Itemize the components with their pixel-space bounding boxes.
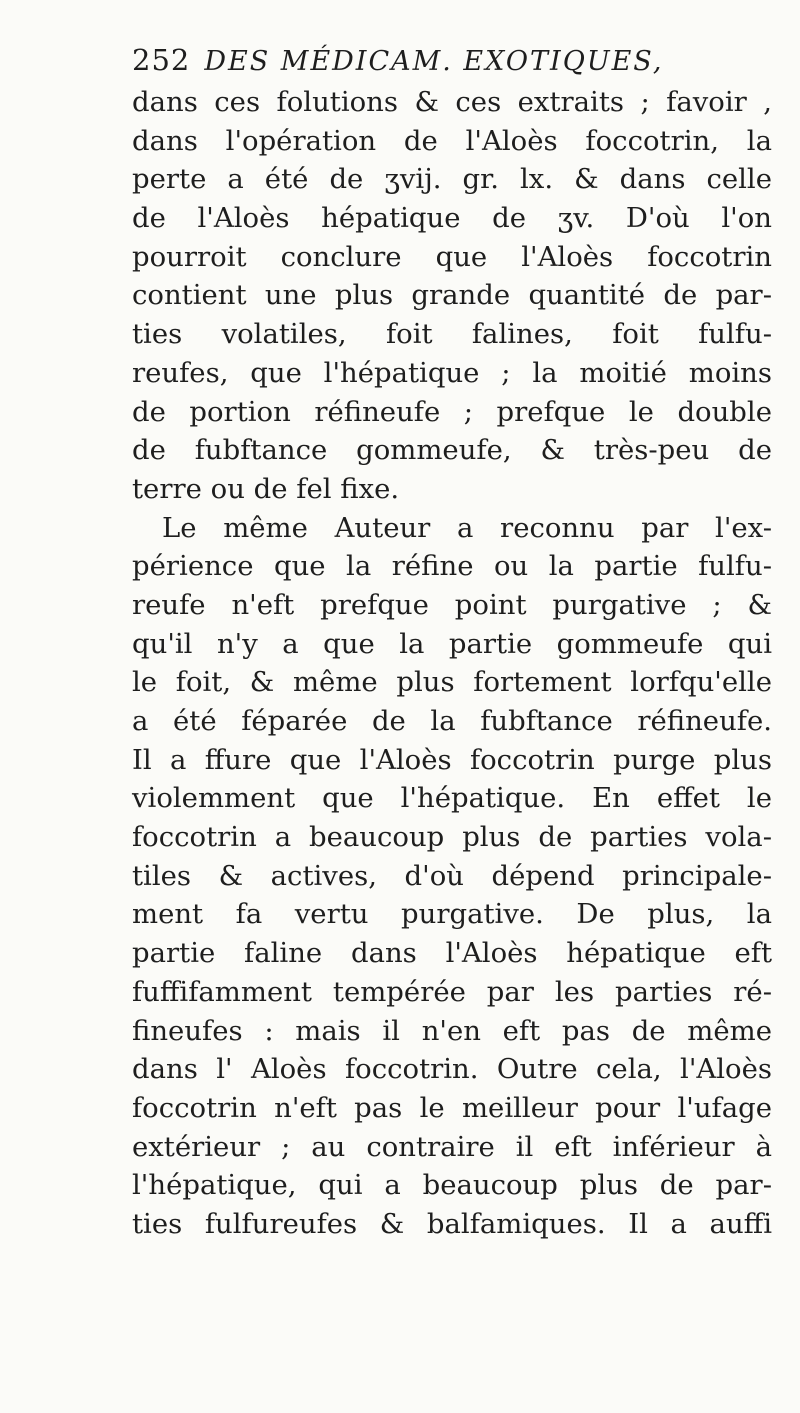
- text-line: fineufes : mais il n'en eft pas de même: [132, 1014, 772, 1047]
- paragraph-start-line: Le même Auteur a reconnu par l'ex-: [162, 511, 772, 544]
- text-line: le foit, & même plus fortement lorfqu'elle: [132, 666, 772, 699]
- text-line: fuffifamment tempérée par les parties ré-: [132, 975, 772, 1008]
- text-line: foccotrin n'eft pas le meilleur pour l'ufage: [132, 1091, 772, 1124]
- text-line: tiles & actives, d'où dépend principale-: [132, 859, 772, 892]
- text-line: violemment que l'hépatique. En effet le: [132, 782, 772, 815]
- text-line: extérieur ; au contraire il eft inférieur à: [132, 1130, 772, 1163]
- text-line: ties fulfureufes & balfamiques. Il a auffi: [132, 1207, 772, 1240]
- text-line: dans l' Aloès foccotrin. Outre cela, l'Aloès: [132, 1053, 772, 1086]
- text-line: foccotrin a beaucoup plus de parties vola-: [132, 821, 772, 854]
- text-line: l'hépatique, qui a beaucoup plus de par-: [132, 1169, 772, 1202]
- page-number: 252: [132, 43, 191, 77]
- text-line: contient une plus grande quantité de par-: [132, 279, 772, 312]
- text-line: Il a ffure que l'Aloès foccotrin purge plus: [132, 743, 772, 776]
- text-line: a été féparée de la fubftance réfineufe.: [132, 705, 772, 737]
- text-line: dans ces folutions & ces extraits ; favoir ,: [132, 86, 772, 118]
- text-line: ties volatiles, foit falines, foit fulfu-: [132, 318, 772, 351]
- text-line: périence que la réfine ou la partie fulfu-: [132, 550, 772, 583]
- text-line: ment fa vertu purgative. De plus, la: [132, 898, 772, 931]
- text-line: de fubftance gommeufe, & très-peu de: [132, 434, 772, 467]
- running-head: DES MÉDICAM. EXOTIQUES,: [204, 46, 664, 77]
- text-line: qu'il n'y a que la partie gommeufe qui: [132, 627, 772, 660]
- text-line: partie faline dans l'Aloès hépatique eft: [132, 937, 772, 970]
- text-line: terre ou de fel fixe.: [132, 472, 400, 505]
- text-line: reufes, que l'hépatique ; la moitié moins: [132, 356, 772, 389]
- text-line: de l'Aloès hépatique de ʒv. D'où l'on: [132, 202, 772, 235]
- text-line: dans l'opération de l'Aloès foccotrin, la: [132, 124, 772, 157]
- body-text: [132, 83, 772, 1244]
- text-line: pourroit conclure que l'Aloès foccotrin: [132, 240, 772, 273]
- text-line: perte a été de ʒvij. gr. lx. & dans celle: [132, 163, 772, 196]
- text-line: reufe n'eft prefque point purgative ; &: [132, 588, 772, 621]
- page-header: [132, 40, 772, 80]
- text-line: de portion réfineufe ; prefque le double: [132, 395, 772, 428]
